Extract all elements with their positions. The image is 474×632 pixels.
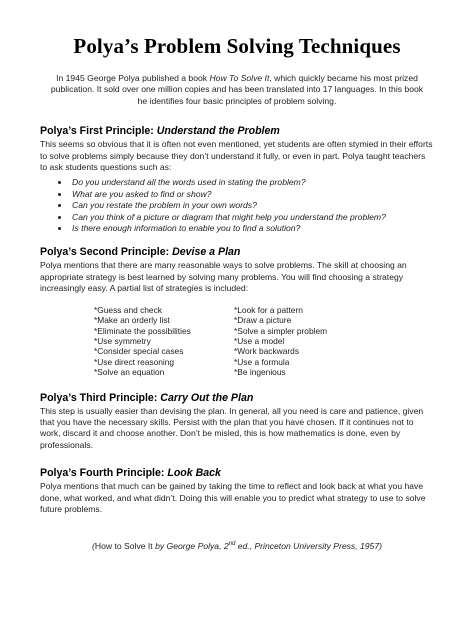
list-item: *Be ingenious bbox=[234, 367, 286, 378]
citation-book-title: How to Solve It bbox=[94, 541, 153, 552]
list-item: *Solve an equation bbox=[94, 367, 165, 378]
document-title: Polya’s Problem Solving Techniques bbox=[73, 34, 401, 58]
section-second-principle bbox=[40, 246, 434, 377]
list-item: *Solve a simpler problem bbox=[234, 325, 328, 336]
strategy-column-right bbox=[234, 305, 374, 378]
list-item: *Work backwards bbox=[234, 346, 300, 357]
list-item: • Is there enough information to enable you to find a solution? bbox=[70, 223, 434, 234]
third-principle-heading bbox=[40, 392, 434, 404]
section-fourth-principle bbox=[40, 467, 434, 515]
third-principle-name: Carry Out the Plan bbox=[160, 391, 254, 404]
third-principle-text: This step is usually easier than devising the plan. In general, all you need is care and patience, given that you have the necessary skills. Persist with the plan that you have chosen. If it continues not to work, discard it and choose another. Don’t be misled, this is how mathematics is done, even by professionals. bbox=[40, 405, 424, 450]
question-list bbox=[40, 177, 434, 234]
second-principle-label: Polya’s Second Principle: bbox=[40, 246, 173, 259]
strategy-column-left bbox=[94, 305, 234, 378]
fourth-principle-label: Polya’s Fourth Principle: bbox=[40, 467, 168, 480]
list-item: *Make an orderly list bbox=[94, 315, 170, 326]
list-item: • Can you think of a picture or diagram that might help you understand the problem? bbox=[70, 212, 434, 223]
list-item: *Look for a pattern bbox=[234, 304, 303, 315]
second-principle-heading bbox=[40, 246, 434, 258]
second-principle-text: Polya mentions that there are many reasonable ways to solve problems. The skill at choosing an appropriate strategy is best learned by solving many problems. You will find choosing a strategy increasingly easy. A partial list of strategies is included: bbox=[40, 260, 407, 294]
first-principle-label: Polya’s First Principle: bbox=[40, 125, 157, 138]
third-principle-label: Polya’s Third Principle: bbox=[40, 391, 161, 404]
citation bbox=[40, 541, 434, 551]
list-item: • Can you restate the problem in your own words? bbox=[70, 200, 434, 211]
section-third-principle bbox=[40, 392, 434, 452]
list-item: *Guess and check bbox=[94, 304, 162, 315]
intro-paragraph bbox=[48, 73, 426, 107]
list-item: *Use a model bbox=[234, 335, 285, 346]
fourth-principle-text: Polya mentions that much can be gained by taking the time to reflect and look back at what you have done, what worked, and what didn’t. Doing this will enable you to predict what strategy to use to solve future problems. bbox=[40, 481, 426, 514]
citation-author: by George Polya, 2 bbox=[152, 541, 229, 552]
intro-text-after: , which quickly became his most prized publication. It sold over one million copies and has been translated into 17 languages. In this book he identifies four basic principles of problem solving. bbox=[50, 73, 424, 106]
section-first-principle bbox=[40, 125, 434, 234]
list-item: • Do you understand all the words used in stating the problem? bbox=[70, 177, 434, 188]
strategy-list bbox=[94, 305, 434, 378]
first-principle-heading bbox=[40, 125, 434, 137]
first-principle-text: This seems so obvious that it is often not even mentioned, yet students are often stymied in their efforts to solve problems simply because they don’t understand it fully, or even in part. Polya taught teachers to ask students questions such as: bbox=[40, 139, 433, 173]
intro-book-title: How To Solve It bbox=[209, 73, 270, 83]
list-item: *Use direct reasoning bbox=[94, 356, 175, 367]
list-item: *Use symmetry bbox=[94, 335, 151, 346]
second-principle-name: Devise a Plan bbox=[172, 246, 241, 259]
list-item: *Use a formula bbox=[234, 356, 290, 367]
fourth-principle-heading bbox=[40, 467, 434, 479]
citation-edition-suffix: nd bbox=[228, 541, 236, 548]
list-item: • What are you asked to find or show? bbox=[70, 189, 434, 200]
list-item: *Draw a picture bbox=[234, 315, 292, 326]
fourth-principle-name: Look Back bbox=[167, 467, 221, 480]
citation-open: ( bbox=[92, 541, 95, 552]
list-item: *Eliminate the possibilities bbox=[94, 325, 191, 336]
citation-publisher: ed., Princeton University Press, 1957) bbox=[235, 541, 382, 552]
list-item: *Consider special cases bbox=[94, 346, 184, 357]
section-spacer bbox=[40, 455, 434, 467]
first-principle-name: Understand the Problem bbox=[156, 125, 280, 138]
intro-text-before: In 1945 George Polya published a book bbox=[56, 73, 210, 83]
